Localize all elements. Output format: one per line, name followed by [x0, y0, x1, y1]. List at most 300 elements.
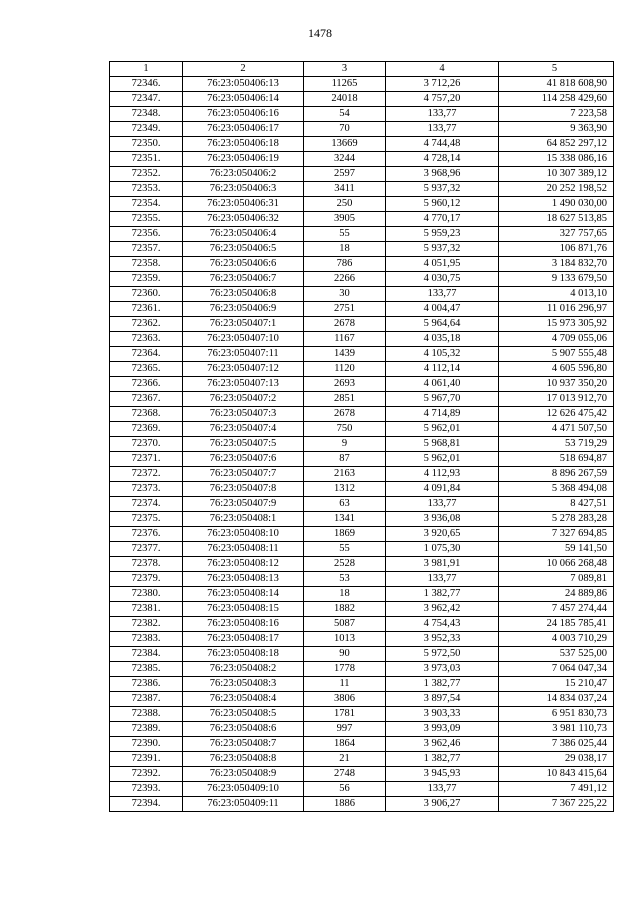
total-value-cell: 12 626 475,42: [499, 407, 614, 422]
area-cell: 1864: [304, 737, 386, 752]
total-value-cell: 114 258 429,60: [499, 92, 614, 107]
table-row: [110, 482, 614, 497]
total-value-cell: 1 490 030,00: [499, 197, 614, 212]
area-cell: 1013: [304, 632, 386, 647]
area-cell: 250: [304, 197, 386, 212]
row-number-cell: 72375.: [110, 512, 183, 527]
unit-value-cell: 1 075,30: [386, 542, 499, 557]
cadastral-number-cell: 76:23:050408:6: [183, 722, 304, 737]
area-cell: 30: [304, 287, 386, 302]
unit-value-cell: 4 754,43: [386, 617, 499, 632]
total-value-cell: 4 003 710,29: [499, 632, 614, 647]
unit-value-cell: 3 897,54: [386, 692, 499, 707]
table-row: [110, 767, 614, 782]
row-number-cell: 72361.: [110, 302, 183, 317]
area-cell: 55: [304, 542, 386, 557]
row-number-cell: 72387.: [110, 692, 183, 707]
row-number-cell: 72349.: [110, 122, 183, 137]
area-cell: 750: [304, 422, 386, 437]
total-value-cell: 7 367 225,22: [499, 797, 614, 812]
table-row: [110, 602, 614, 617]
cadastral-number-cell: 76:23:050408:18: [183, 647, 304, 662]
column-header-2: 2: [183, 62, 304, 77]
unit-value-cell: 5 937,32: [386, 242, 499, 257]
unit-value-cell: 3 993,09: [386, 722, 499, 737]
row-number-cell: 72362.: [110, 317, 183, 332]
cadastral-number-cell: 76:23:050408:10: [183, 527, 304, 542]
total-value-cell: 7 064 047,34: [499, 662, 614, 677]
total-value-cell: 15 210,47: [499, 677, 614, 692]
table-row: [110, 527, 614, 542]
area-cell: 2266: [304, 272, 386, 287]
table-row: [110, 107, 614, 122]
row-number-cell: 72380.: [110, 587, 183, 602]
table-row: [110, 677, 614, 692]
row-number-cell: 72358.: [110, 257, 183, 272]
unit-value-cell: 3 962,46: [386, 737, 499, 752]
table-row: [110, 152, 614, 167]
area-cell: 2751: [304, 302, 386, 317]
cadastral-number-cell: 76:23:050408:2: [183, 662, 304, 677]
row-number-cell: 72356.: [110, 227, 183, 242]
row-number-cell: 72368.: [110, 407, 183, 422]
table-row: [110, 617, 614, 632]
row-number-cell: 72383.: [110, 632, 183, 647]
cadastral-number-cell: 76:23:050406:8: [183, 287, 304, 302]
unit-value-cell: 133,77: [386, 107, 499, 122]
table-row: [110, 752, 614, 767]
total-value-cell: 24 889,86: [499, 587, 614, 602]
table-row: [110, 347, 614, 362]
row-number-cell: 72381.: [110, 602, 183, 617]
unit-value-cell: 5 968,81: [386, 437, 499, 452]
total-value-cell: 7 457 274,44: [499, 602, 614, 617]
unit-value-cell: 5 967,70: [386, 392, 499, 407]
cadastral-number-cell: 76:23:050407:4: [183, 422, 304, 437]
unit-value-cell: 133,77: [386, 782, 499, 797]
cadastral-number-cell: 76:23:050408:8: [183, 752, 304, 767]
unit-value-cell: 1 382,77: [386, 677, 499, 692]
table-row: [110, 227, 614, 242]
cadastral-number-cell: 76:23:050406:31: [183, 197, 304, 212]
row-number-cell: 72394.: [110, 797, 183, 812]
total-value-cell: 6 951 830,73: [499, 707, 614, 722]
table-header: [110, 62, 614, 77]
row-number-cell: 72347.: [110, 92, 183, 107]
unit-value-cell: 3 906,27: [386, 797, 499, 812]
area-cell: 3806: [304, 692, 386, 707]
cadastral-number-cell: 76:23:050408:15: [183, 602, 304, 617]
cadastral-number-cell: 76:23:050406:4: [183, 227, 304, 242]
area-cell: 2678: [304, 317, 386, 332]
unit-value-cell: 3 981,91: [386, 557, 499, 572]
cadastral-number-cell: 76:23:050406:32: [183, 212, 304, 227]
unit-value-cell: 3 952,33: [386, 632, 499, 647]
row-number-cell: 72373.: [110, 482, 183, 497]
table-row: [110, 782, 614, 797]
row-number-cell: 72360.: [110, 287, 183, 302]
total-value-cell: 9 133 679,50: [499, 272, 614, 287]
page-number: 1478: [308, 26, 332, 40]
area-cell: 18: [304, 587, 386, 602]
total-value-cell: 7 491,12: [499, 782, 614, 797]
cadastral-number-cell: 76:23:050406:3: [183, 182, 304, 197]
total-value-cell: 17 013 912,70: [499, 392, 614, 407]
total-value-cell: 29 038,17: [499, 752, 614, 767]
area-cell: 2678: [304, 407, 386, 422]
area-cell: 5087: [304, 617, 386, 632]
area-cell: 2748: [304, 767, 386, 782]
total-value-cell: 4 471 507,50: [499, 422, 614, 437]
cadastral-number-cell: 76:23:050409:11: [183, 797, 304, 812]
cadastral-number-cell: 76:23:050408:3: [183, 677, 304, 692]
unit-value-cell: 4 004,47: [386, 302, 499, 317]
unit-value-cell: 3 962,42: [386, 602, 499, 617]
table-row: [110, 167, 614, 182]
total-value-cell: 15 973 305,92: [499, 317, 614, 332]
cadastral-number-cell: 76:23:050406:7: [183, 272, 304, 287]
total-value-cell: 327 757,65: [499, 227, 614, 242]
unit-value-cell: 3 945,93: [386, 767, 499, 782]
cadastral-number-cell: 76:23:050408:13: [183, 572, 304, 587]
cadastral-number-cell: 76:23:050408:5: [183, 707, 304, 722]
cadastral-number-cell: 76:23:050408:1: [183, 512, 304, 527]
unit-value-cell: 4 105,32: [386, 347, 499, 362]
total-value-cell: 5 278 283,28: [499, 512, 614, 527]
row-number-cell: 72382.: [110, 617, 183, 632]
table-row: [110, 497, 614, 512]
cadastral-number-cell: 76:23:050406:9: [183, 302, 304, 317]
area-cell: 2163: [304, 467, 386, 482]
total-value-cell: 537 525,00: [499, 647, 614, 662]
unit-value-cell: 4 030,75: [386, 272, 499, 287]
row-number-cell: 72346.: [110, 77, 183, 92]
unit-value-cell: 133,77: [386, 572, 499, 587]
table-row: [110, 437, 614, 452]
table-row: [110, 137, 614, 152]
table-row: [110, 272, 614, 287]
unit-value-cell: 4 035,18: [386, 332, 499, 347]
row-number-cell: 72371.: [110, 452, 183, 467]
total-value-cell: 10 843 415,64: [499, 767, 614, 782]
unit-value-cell: 5 962,01: [386, 452, 499, 467]
cadastral-number-cell: 76:23:050409:10: [183, 782, 304, 797]
cadastral-number-cell: 76:23:050406:13: [183, 77, 304, 92]
row-number-cell: 72354.: [110, 197, 183, 212]
cadastral-number-cell: 76:23:050406:17: [183, 122, 304, 137]
cadastral-number-cell: 76:23:050406:2: [183, 167, 304, 182]
area-cell: 63: [304, 497, 386, 512]
table-row: [110, 407, 614, 422]
area-cell: 53: [304, 572, 386, 587]
table-row: [110, 722, 614, 737]
row-number-cell: 72386.: [110, 677, 183, 692]
total-value-cell: 10 307 389,12: [499, 167, 614, 182]
cadastral-number-cell: 76:23:050406:18: [183, 137, 304, 152]
cadastral-number-cell: 76:23:050407:12: [183, 362, 304, 377]
table-row: [110, 647, 614, 662]
table-row: [110, 632, 614, 647]
area-cell: 1882: [304, 602, 386, 617]
table-row: [110, 377, 614, 392]
area-cell: 1869: [304, 527, 386, 542]
cadastral-number-cell: 76:23:050408:9: [183, 767, 304, 782]
area-cell: 3411: [304, 182, 386, 197]
total-value-cell: 5 907 555,48: [499, 347, 614, 362]
cadastral-number-cell: 76:23:050407:5: [183, 437, 304, 452]
unit-value-cell: 4 770,17: [386, 212, 499, 227]
area-cell: 54: [304, 107, 386, 122]
area-cell: 11265: [304, 77, 386, 92]
unit-value-cell: 5 960,12: [386, 197, 499, 212]
unit-value-cell: 4 757,20: [386, 92, 499, 107]
table-row: [110, 392, 614, 407]
total-value-cell: 8 896 267,59: [499, 467, 614, 482]
row-number-cell: 72348.: [110, 107, 183, 122]
area-cell: 1341: [304, 512, 386, 527]
unit-value-cell: 3 920,65: [386, 527, 499, 542]
area-cell: 2851: [304, 392, 386, 407]
table-row: [110, 692, 614, 707]
table-row: [110, 572, 614, 587]
row-number-cell: 72365.: [110, 362, 183, 377]
row-number-cell: 72390.: [110, 737, 183, 752]
row-number-cell: 72370.: [110, 437, 183, 452]
area-cell: 2597: [304, 167, 386, 182]
area-cell: 56: [304, 782, 386, 797]
row-number-cell: 72351.: [110, 152, 183, 167]
area-cell: 13669: [304, 137, 386, 152]
row-number-cell: 72350.: [110, 137, 183, 152]
total-value-cell: 4 013,10: [499, 287, 614, 302]
row-number-cell: 72363.: [110, 332, 183, 347]
unit-value-cell: 5 959,23: [386, 227, 499, 242]
area-cell: 1886: [304, 797, 386, 812]
total-value-cell: 10 066 268,48: [499, 557, 614, 572]
row-number-cell: 72378.: [110, 557, 183, 572]
total-value-cell: 64 852 297,12: [499, 137, 614, 152]
cadastral-number-cell: 76:23:050407:2: [183, 392, 304, 407]
total-value-cell: 4 709 055,06: [499, 332, 614, 347]
table-row: [110, 452, 614, 467]
cadastral-number-cell: 76:23:050407:13: [183, 377, 304, 392]
unit-value-cell: 4 091,84: [386, 482, 499, 497]
cadastral-number-cell: 76:23:050408:14: [183, 587, 304, 602]
row-number-cell: 72352.: [110, 167, 183, 182]
total-value-cell: 7 223,58: [499, 107, 614, 122]
area-cell: 786: [304, 257, 386, 272]
total-value-cell: 41 818 608,90: [499, 77, 614, 92]
unit-value-cell: 133,77: [386, 287, 499, 302]
table-row: [110, 542, 614, 557]
row-number-cell: 72385.: [110, 662, 183, 677]
column-header-3: 3: [304, 62, 386, 77]
row-number-cell: 72369.: [110, 422, 183, 437]
row-number-cell: 72379.: [110, 572, 183, 587]
table-row: [110, 587, 614, 602]
total-value-cell: 7 386 025,44: [499, 737, 614, 752]
table-row: [110, 332, 614, 347]
cadastral-number-cell: 76:23:050408:11: [183, 542, 304, 557]
unit-value-cell: 4 744,48: [386, 137, 499, 152]
total-value-cell: 7 327 694,85: [499, 527, 614, 542]
cadastral-number-cell: 76:23:050407:11: [183, 347, 304, 362]
table-row: [110, 182, 614, 197]
table-row: [110, 92, 614, 107]
row-number-cell: 72392.: [110, 767, 183, 782]
table-row: [110, 422, 614, 437]
total-value-cell: 9 363,90: [499, 122, 614, 137]
unit-value-cell: 133,77: [386, 497, 499, 512]
unit-value-cell: 133,77: [386, 122, 499, 137]
area-cell: 9: [304, 437, 386, 452]
table-row: [110, 707, 614, 722]
table-row: [110, 662, 614, 677]
total-value-cell: 8 427,51: [499, 497, 614, 512]
unit-value-cell: 1 382,77: [386, 752, 499, 767]
table-row: [110, 467, 614, 482]
area-cell: 70: [304, 122, 386, 137]
unit-value-cell: 3 973,03: [386, 662, 499, 677]
total-value-cell: 18 627 513,85: [499, 212, 614, 227]
unit-value-cell: 5 964,64: [386, 317, 499, 332]
data-table: [109, 61, 614, 812]
area-cell: 11: [304, 677, 386, 692]
row-number-cell: 72357.: [110, 242, 183, 257]
row-number-cell: 72376.: [110, 527, 183, 542]
row-number-cell: 72377.: [110, 542, 183, 557]
area-cell: 18: [304, 242, 386, 257]
cadastral-number-cell: 76:23:050406:6: [183, 257, 304, 272]
row-number-cell: 72372.: [110, 467, 183, 482]
cadastral-number-cell: 76:23:050408:17: [183, 632, 304, 647]
total-value-cell: 15 338 086,16: [499, 152, 614, 167]
total-value-cell: 3 981 110,73: [499, 722, 614, 737]
unit-value-cell: 3 968,96: [386, 167, 499, 182]
row-number-cell: 72366.: [110, 377, 183, 392]
table-row: [110, 737, 614, 752]
table-row: [110, 317, 614, 332]
area-cell: 3244: [304, 152, 386, 167]
table-row: [110, 242, 614, 257]
cadastral-number-cell: 76:23:050406:19: [183, 152, 304, 167]
row-number-cell: 72359.: [110, 272, 183, 287]
area-cell: 3905: [304, 212, 386, 227]
row-number-cell: 72384.: [110, 647, 183, 662]
cadastral-number-cell: 76:23:050408:12: [183, 557, 304, 572]
total-value-cell: 518 694,87: [499, 452, 614, 467]
area-cell: 21: [304, 752, 386, 767]
column-header-1: 1: [110, 62, 183, 77]
row-number-cell: 72389.: [110, 722, 183, 737]
area-cell: 997: [304, 722, 386, 737]
total-value-cell: 10 937 350,20: [499, 377, 614, 392]
total-value-cell: 59 141,50: [499, 542, 614, 557]
cadastral-number-cell: 76:23:050407:7: [183, 467, 304, 482]
total-value-cell: 7 089,81: [499, 572, 614, 587]
area-cell: 1439: [304, 347, 386, 362]
header-row: [110, 62, 614, 77]
row-number-cell: 72393.: [110, 782, 183, 797]
column-header-4: 4: [386, 62, 499, 77]
cadastral-number-cell: 76:23:050406:16: [183, 107, 304, 122]
total-value-cell: 5 368 494,08: [499, 482, 614, 497]
cadastral-number-cell: 76:23:050408:16: [183, 617, 304, 632]
area-cell: 1778: [304, 662, 386, 677]
area-cell: 55: [304, 227, 386, 242]
area-cell: 24018: [304, 92, 386, 107]
unit-value-cell: 4 061,40: [386, 377, 499, 392]
area-cell: 87: [304, 452, 386, 467]
area-cell: 1120: [304, 362, 386, 377]
table-row: [110, 557, 614, 572]
table-row: [110, 77, 614, 92]
row-number-cell: 72391.: [110, 752, 183, 767]
unit-value-cell: 3 712,26: [386, 77, 499, 92]
total-value-cell: 14 834 037,24: [499, 692, 614, 707]
total-value-cell: 4 605 596,80: [499, 362, 614, 377]
unit-value-cell: 1 382,77: [386, 587, 499, 602]
row-number-cell: 72374.: [110, 497, 183, 512]
table-row: [110, 122, 614, 137]
table-body: [110, 77, 614, 812]
table-row: [110, 197, 614, 212]
cadastral-number-cell: 76:23:050407:10: [183, 332, 304, 347]
area-cell: 1781: [304, 707, 386, 722]
total-value-cell: 24 185 785,41: [499, 617, 614, 632]
total-value-cell: 3 184 832,70: [499, 257, 614, 272]
column-header-5: 5: [499, 62, 614, 77]
row-number-cell: 72364.: [110, 347, 183, 362]
unit-value-cell: 5 937,32: [386, 182, 499, 197]
cadastral-number-cell: 76:23:050407:3: [183, 407, 304, 422]
row-number-cell: 72367.: [110, 392, 183, 407]
unit-value-cell: 5 962,01: [386, 422, 499, 437]
unit-value-cell: 4 112,93: [386, 467, 499, 482]
table-row: [110, 362, 614, 377]
table-row: [110, 257, 614, 272]
unit-value-cell: 3 903,33: [386, 707, 499, 722]
cadastral-number-cell: 76:23:050407:1: [183, 317, 304, 332]
unit-value-cell: 4 051,95: [386, 257, 499, 272]
unit-value-cell: 3 936,08: [386, 512, 499, 527]
row-number-cell: 72353.: [110, 182, 183, 197]
cadastral-number-cell: 76:23:050408:4: [183, 692, 304, 707]
total-value-cell: 106 871,76: [499, 242, 614, 257]
unit-value-cell: 4 728,14: [386, 152, 499, 167]
row-number-cell: 72388.: [110, 707, 183, 722]
cadastral-number-cell: 76:23:050407:8: [183, 482, 304, 497]
table-row: [110, 287, 614, 302]
area-cell: 2693: [304, 377, 386, 392]
unit-value-cell: 4 714,89: [386, 407, 499, 422]
cadastral-number-cell: 76:23:050406:5: [183, 242, 304, 257]
area-cell: 2528: [304, 557, 386, 572]
total-value-cell: 11 016 296,97: [499, 302, 614, 317]
total-value-cell: 53 719,29: [499, 437, 614, 452]
row-number-cell: 72355.: [110, 212, 183, 227]
cadastral-number-cell: 76:23:050407:6: [183, 452, 304, 467]
area-cell: 1167: [304, 332, 386, 347]
table-row: [110, 212, 614, 227]
unit-value-cell: 5 972,50: [386, 647, 499, 662]
table-row: [110, 512, 614, 527]
unit-value-cell: 4 112,14: [386, 362, 499, 377]
area-cell: 90: [304, 647, 386, 662]
area-cell: 1312: [304, 482, 386, 497]
cadastral-number-cell: 76:23:050408:7: [183, 737, 304, 752]
table-row: [110, 797, 614, 812]
